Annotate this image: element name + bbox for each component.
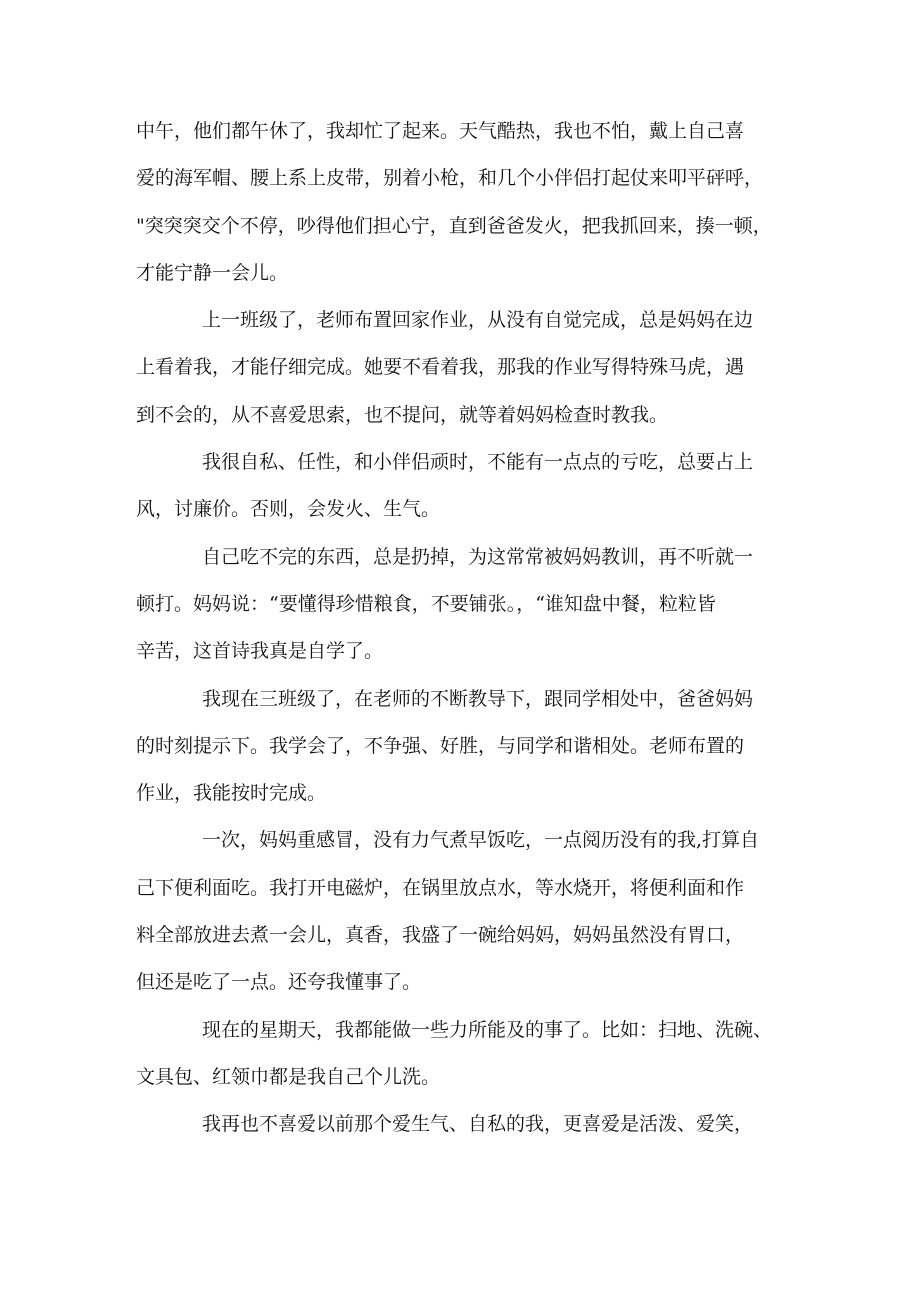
text-line: "突突突交个不停，吵得他们担心宁，直到爸爸发火，把我抓回来，揍一顿，	[136, 214, 772, 237]
text-line: 上看着我，才能仔细完成。她要不看着我，那我的作业写得特殊马虎，遇	[136, 356, 745, 379]
text-line: 辛苦，这首诗我真是自学了。	[136, 640, 384, 663]
paragraph	[136, 1007, 806, 1102]
text-line: 料全部放进去煮一会儿，真香，我盛了一碗给妈妈，妈妈虽然没有胃口，	[136, 924, 745, 947]
text-line: 自己吃不完的东西，总是扔掉，为这常常被妈妈教训，再不听就一	[202, 545, 754, 568]
text-line: 作业，我能按时完成。	[136, 782, 327, 805]
text-line: 风，讨廉价。否则，会发火、生气。	[136, 498, 441, 521]
paragraph	[136, 297, 806, 439]
text-line: 但还是吃了一点。还夸我懂事了。	[136, 971, 422, 994]
text-line: 现在的星期天，我都能做一些力所能及的事了。比如：扫地、洗碗、	[202, 1018, 773, 1041]
text-line: 爱的海军帽、腰上系上皮带，别着小枪，和几个小伴侣打起仗来叩平砰呼，	[136, 167, 764, 190]
text-line: 我现在三班级了，在老师的不断教导下，跟同学相处中，爸爸妈妈	[202, 687, 754, 710]
text-line: 文具包、红领巾都是我自己个儿洗。	[136, 1065, 441, 1088]
text-line: 一次，妈妈重感冒，没有力气煮早饭吃，一点阅历没有的我,打算自	[202, 829, 760, 852]
text-line: 顿打。妈妈说：“要懂得珍惜粮食，不要铺张。，“谁知盘中餐，粒粒皆	[136, 592, 716, 615]
text-line: 到不会的，从不喜爱思索，也不提问，就等着妈妈检查时教我。	[136, 403, 669, 426]
text-line: 我很自私、任性，和小伴侣顽时，不能有一点点的亏吃，总要占上	[202, 451, 754, 474]
text-line: 我再也不喜爱以前那个爱生气、自私的我，更喜爱是活泼、爱笑，	[202, 1113, 754, 1136]
paragraph	[136, 534, 806, 676]
document-body	[136, 108, 806, 1149]
text-line: 中午，他们都午休了，我却忙了起来。天气酷热，我也不怕，戴上自己喜	[136, 120, 745, 142]
text-line: 的时刻提示下。我学会了，不争强、好胜，与同学和谐相处。老师布置的	[136, 734, 745, 757]
text-line: 才能宁静一会儿。	[136, 261, 289, 284]
paragraph	[136, 108, 806, 297]
paragraph	[136, 817, 806, 1006]
text-line: 己下便利面吃。我打开电磁炉，在锅里放点水，等水烧开，将便利面和作	[136, 876, 745, 899]
paragraph	[136, 1101, 806, 1148]
paragraph	[136, 439, 806, 534]
paragraph	[136, 676, 806, 818]
text-line: 上一班级了，老师布置回家作业，从没有自觉完成，总是妈妈在边	[202, 309, 754, 332]
